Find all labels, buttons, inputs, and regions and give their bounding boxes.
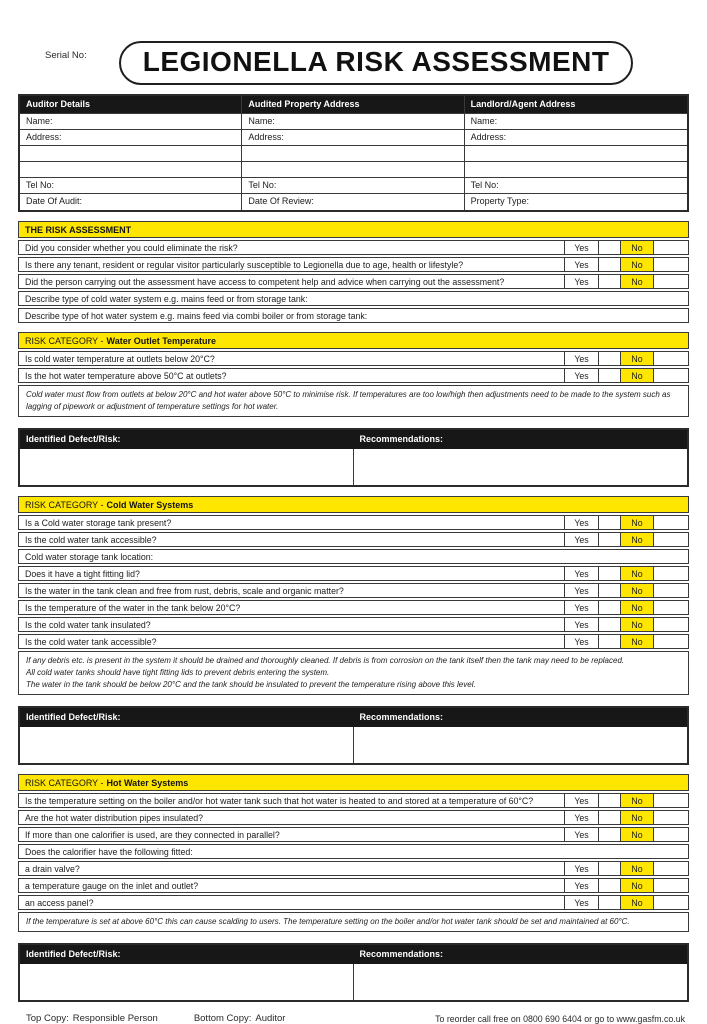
defect-block-body (20, 449, 687, 485)
describe-hot-water-system-field[interactable]: Describe type of hot water system e.g. mains feed via combi boiler or from storage tank: (18, 308, 689, 323)
question-row (18, 793, 689, 808)
reorder-info: To reorder call free on 0800 690 6404 or go to www.gasfm.co.uk (435, 1014, 685, 1024)
defect-block-body (20, 964, 687, 1000)
yes-checkbox-cell[interactable] (598, 828, 620, 841)
no-checkbox-cell[interactable] (653, 794, 688, 807)
yes-checkbox-cell[interactable] (598, 258, 620, 271)
question-row (18, 878, 689, 893)
yes-checkbox-cell[interactable] (598, 601, 620, 614)
question-text: Is the cold water tank insulated? (25, 619, 151, 630)
yes-checkbox-cell[interactable] (598, 241, 620, 254)
question-text: Is the temperature of the water in the tank below 20°C? (25, 602, 241, 613)
field-property-type[interactable]: Property Type: (465, 194, 687, 210)
yes-checkbox-cell[interactable] (598, 635, 620, 648)
no-checkbox-cell[interactable] (653, 635, 688, 648)
no-checkbox-cell[interactable] (653, 811, 688, 824)
section-risk-assessment (18, 221, 689, 323)
yes-label: Yes (564, 618, 598, 631)
question-text: Is the cold water tank accessible? (25, 636, 157, 647)
defect-recommendations-block-1 (18, 428, 689, 487)
yes-checkbox-cell[interactable] (598, 369, 620, 382)
yes-label: Yes (564, 862, 598, 875)
field-auditor-name[interactable]: Name: (20, 114, 242, 130)
yes-label: Yes (564, 275, 598, 288)
risk-category-name: Hot Water Systems (106, 778, 189, 788)
question-row (18, 861, 689, 876)
yes-checkbox-cell[interactable] (598, 533, 620, 546)
identified-defect-field[interactable] (20, 449, 354, 485)
risk-category-label: RISK CATEGORY - (25, 500, 104, 510)
yes-checkbox-cell[interactable] (598, 862, 620, 875)
field-property-tel[interactable]: Tel No: (242, 178, 464, 194)
recommendations-label: Recommendations: (359, 712, 444, 722)
question-row (18, 827, 689, 842)
field-landlord-name[interactable]: Name: (465, 114, 687, 130)
field-landlord-address-line3[interactable] (465, 162, 687, 178)
question-row (18, 532, 689, 547)
guidance-note-line: If any debris etc. is present in the system it should be drained and thoroughly cleaned. If debris is from corrosion on the tank itself then the tank may need to be replaced. (26, 656, 625, 665)
no-label: No (620, 241, 653, 254)
yes-checkbox-cell[interactable] (598, 879, 620, 892)
field-landlord-address-line2[interactable] (465, 146, 687, 162)
bottom-copy-value: Auditor (255, 1013, 286, 1024)
question-row (18, 895, 689, 910)
yes-checkbox-cell[interactable] (598, 567, 620, 580)
question-text: Is the water in the tank clean and free from rust, debris, scale and organic matter? (25, 585, 344, 596)
field-auditor-address-line3[interactable] (20, 162, 242, 178)
question-row (18, 351, 689, 366)
section-hot-water-systems (18, 774, 689, 932)
question-text: Is a Cold water storage tank present? (25, 517, 172, 528)
guidance-note: If the temperature is set at above 60°C this can cause scalding to users. The temperature setting on the boiler and/or hot water tank should be set and maintained at 60°C. (18, 912, 689, 932)
no-checkbox-cell[interactable] (653, 516, 688, 529)
defect-block-header (20, 430, 687, 449)
no-checkbox-cell[interactable] (653, 879, 688, 892)
no-label: No (620, 369, 653, 382)
question-text: Does it have a tight fitting lid? (25, 568, 140, 579)
risk-category-name: Cold Water Systems (106, 500, 194, 510)
yes-label: Yes (564, 794, 598, 807)
describe-cold-water-system-field[interactable]: Describe type of cold water system e.g. mains feed or from storage tank: (18, 291, 689, 306)
tank-location-field[interactable]: Cold water storage tank location: (18, 549, 689, 564)
no-label: No (620, 794, 653, 807)
recommendations-label: Recommendations: (359, 949, 444, 959)
recommendations-label: Recommendations: (359, 434, 444, 444)
details-table (18, 94, 689, 212)
question-row (18, 566, 689, 581)
yes-checkbox-cell[interactable] (598, 275, 620, 288)
defect-recommendations-block-2 (18, 706, 689, 765)
no-label: No (620, 352, 653, 365)
guidance-note (18, 651, 689, 695)
field-property-name[interactable]: Name: (242, 114, 464, 130)
yes-label: Yes (564, 828, 598, 841)
question-row (18, 634, 689, 649)
section-water-outlet-temperature (18, 332, 689, 417)
field-date-of-review[interactable]: Date Of Review: (242, 194, 464, 210)
no-checkbox-cell[interactable] (653, 601, 688, 614)
serial-no-label: Serial No: (45, 50, 87, 61)
question-text: If more than one calorifier is used, are they connected in parallel? (25, 829, 280, 840)
yes-label: Yes (564, 601, 598, 614)
yes-label: Yes (564, 516, 598, 529)
defect-block-header (20, 708, 687, 727)
calorifier-fitted-label: Does the calorifier have the following fitted: (18, 844, 689, 859)
top-copy (26, 1013, 158, 1024)
section-title-risk-assessment: THE RISK ASSESSMENT (18, 221, 689, 238)
no-label: No (620, 896, 653, 909)
yes-checkbox-cell[interactable] (598, 584, 620, 597)
column-header-landlord-agent-address: Landlord/Agent Address (465, 96, 687, 114)
top-copy-value: Responsible Person (72, 1013, 158, 1024)
question-row (18, 617, 689, 632)
field-date-of-audit[interactable]: Date Of Audit: (20, 194, 242, 210)
identified-defect-field[interactable] (20, 964, 354, 1000)
guidance-note-line: All cold water tanks should have tight fitting lids to prevent debris entering the system. (26, 668, 330, 677)
question-row (18, 240, 689, 255)
no-checkbox-cell[interactable] (653, 862, 688, 875)
bottom-copy (194, 1013, 286, 1024)
column-header-auditor-details: Auditor Details (20, 96, 242, 114)
no-checkbox-cell[interactable] (653, 828, 688, 841)
yes-label: Yes (564, 567, 598, 580)
field-auditor-address[interactable]: Address: (20, 130, 242, 146)
no-label: No (620, 862, 653, 875)
risk-category-name: Water Outlet Temperature (106, 336, 217, 346)
recommendations-field[interactable] (354, 727, 688, 763)
yes-checkbox-cell[interactable] (598, 516, 620, 529)
no-checkbox-cell[interactable] (653, 258, 688, 271)
identified-defect-label: Identified Defect/Risk: (26, 712, 121, 722)
question-row (18, 583, 689, 598)
section-title-cold-water (18, 496, 689, 513)
risk-category-label: RISK CATEGORY - (25, 778, 104, 788)
no-checkbox-cell[interactable] (653, 241, 688, 254)
question-text: a temperature gauge on the inlet and outlet? (25, 880, 199, 891)
no-label: No (620, 828, 653, 841)
yes-checkbox-cell[interactable] (598, 618, 620, 631)
question-row (18, 368, 689, 383)
risk-category-label: RISK CATEGORY - (25, 336, 104, 346)
yes-label: Yes (564, 369, 598, 382)
yes-label: Yes (564, 811, 598, 824)
column-header-audited-property-address: Audited Property Address (242, 96, 464, 114)
no-checkbox-cell[interactable] (653, 533, 688, 546)
no-checkbox-cell[interactable] (653, 896, 688, 909)
no-label: No (620, 811, 653, 824)
field-property-address-line2[interactable] (242, 146, 464, 162)
question-text: a drain valve? (25, 863, 80, 874)
no-label: No (620, 879, 653, 892)
yes-label: Yes (564, 896, 598, 909)
section-cold-water-systems (18, 496, 689, 695)
yes-label: Yes (564, 241, 598, 254)
no-checkbox-cell[interactable] (653, 618, 688, 631)
guidance-note: Cold water must flow from outlets at below 20°C and hot water above 50°C to minimise risk. If temperatures are too low/high then adjustments need to be made to the system such as lagging of pipework or adjustment of temperature settings for hot water. (18, 385, 689, 417)
yes-checkbox-cell[interactable] (598, 794, 620, 807)
field-landlord-address[interactable]: Address: (465, 130, 687, 146)
question-row (18, 274, 689, 289)
question-text: Did you consider whether you could eliminate the risk? (25, 242, 238, 253)
defect-block-body (20, 727, 687, 763)
yes-checkbox-cell[interactable] (598, 896, 620, 909)
question-text: Is cold water temperature at outlets below 20°C? (25, 353, 215, 364)
bottom-copy-label: Bottom Copy: (193, 1013, 252, 1024)
no-label: No (620, 618, 653, 631)
no-label: No (620, 516, 653, 529)
yes-label: Yes (564, 879, 598, 892)
yes-checkbox-cell[interactable] (598, 811, 620, 824)
form-footer (18, 1013, 689, 1024)
no-label: No (620, 258, 653, 271)
section-title-hot-water (18, 774, 689, 791)
field-property-address-line3[interactable] (242, 162, 464, 178)
form-title: LEGIONELLA RISK ASSESSMENT (119, 41, 634, 85)
identified-defect-label: Identified Defect/Risk: (26, 949, 121, 959)
question-row (18, 257, 689, 272)
field-landlord-tel[interactable]: Tel No: (465, 178, 687, 194)
no-label: No (620, 567, 653, 580)
no-label: No (620, 584, 653, 597)
identified-defect-field[interactable] (20, 727, 354, 763)
copy-distribution (18, 1013, 285, 1024)
identified-defect-label: Identified Defect/Risk: (26, 434, 121, 444)
field-property-address[interactable]: Address: (242, 130, 464, 146)
top-copy-label: Top Copy: (26, 1013, 69, 1024)
no-checkbox-cell[interactable] (653, 369, 688, 382)
section-title-water-outlet (18, 332, 689, 349)
yes-checkbox-cell[interactable] (598, 352, 620, 365)
defect-recommendations-block-3 (18, 943, 689, 1002)
question-text: Is the temperature setting on the boiler and/or hot water tank such that hot water is heated to and stored at a temperature of 60°C? (25, 795, 534, 806)
no-checkbox-cell[interactable] (653, 275, 688, 288)
no-checkbox-cell[interactable] (653, 584, 688, 597)
yes-label: Yes (564, 352, 598, 365)
yes-label: Yes (564, 584, 598, 597)
question-text: Did the person carrying out the assessment have access to competent help and advice when carrying out the assessment? (25, 276, 505, 287)
field-auditor-tel[interactable]: Tel No: (20, 178, 242, 194)
no-label: No (620, 275, 653, 288)
no-checkbox-cell[interactable] (653, 567, 688, 580)
guidance-note-line: The water in the tank should be below 20°C and the tank should be insulated to prevent the temperature rising above this level. (26, 680, 476, 689)
no-label: No (620, 601, 653, 614)
recommendations-field[interactable] (354, 964, 688, 1000)
recommendations-field[interactable] (354, 449, 688, 485)
question-row (18, 810, 689, 825)
question-text: Is the hot water temperature above 50°C at outlets? (25, 370, 227, 381)
question-text: an access panel? (25, 897, 94, 908)
form-header (18, 40, 689, 86)
defect-block-header (20, 945, 687, 964)
question-row (18, 515, 689, 530)
yes-label: Yes (564, 635, 598, 648)
question-text: Are the hot water distribution pipes insulated? (25, 812, 203, 823)
field-auditor-address-line2[interactable] (20, 146, 242, 162)
yes-label: Yes (564, 258, 598, 271)
question-row (18, 600, 689, 615)
question-text: Is there any tenant, resident or regular visitor particularly susceptible to Legionella due to age, health or lifestyle? (25, 259, 464, 270)
no-checkbox-cell[interactable] (653, 352, 688, 365)
no-label: No (620, 533, 653, 546)
yes-label: Yes (564, 533, 598, 546)
question-text: Is the cold water tank accessible? (25, 534, 157, 545)
no-label: No (620, 635, 653, 648)
